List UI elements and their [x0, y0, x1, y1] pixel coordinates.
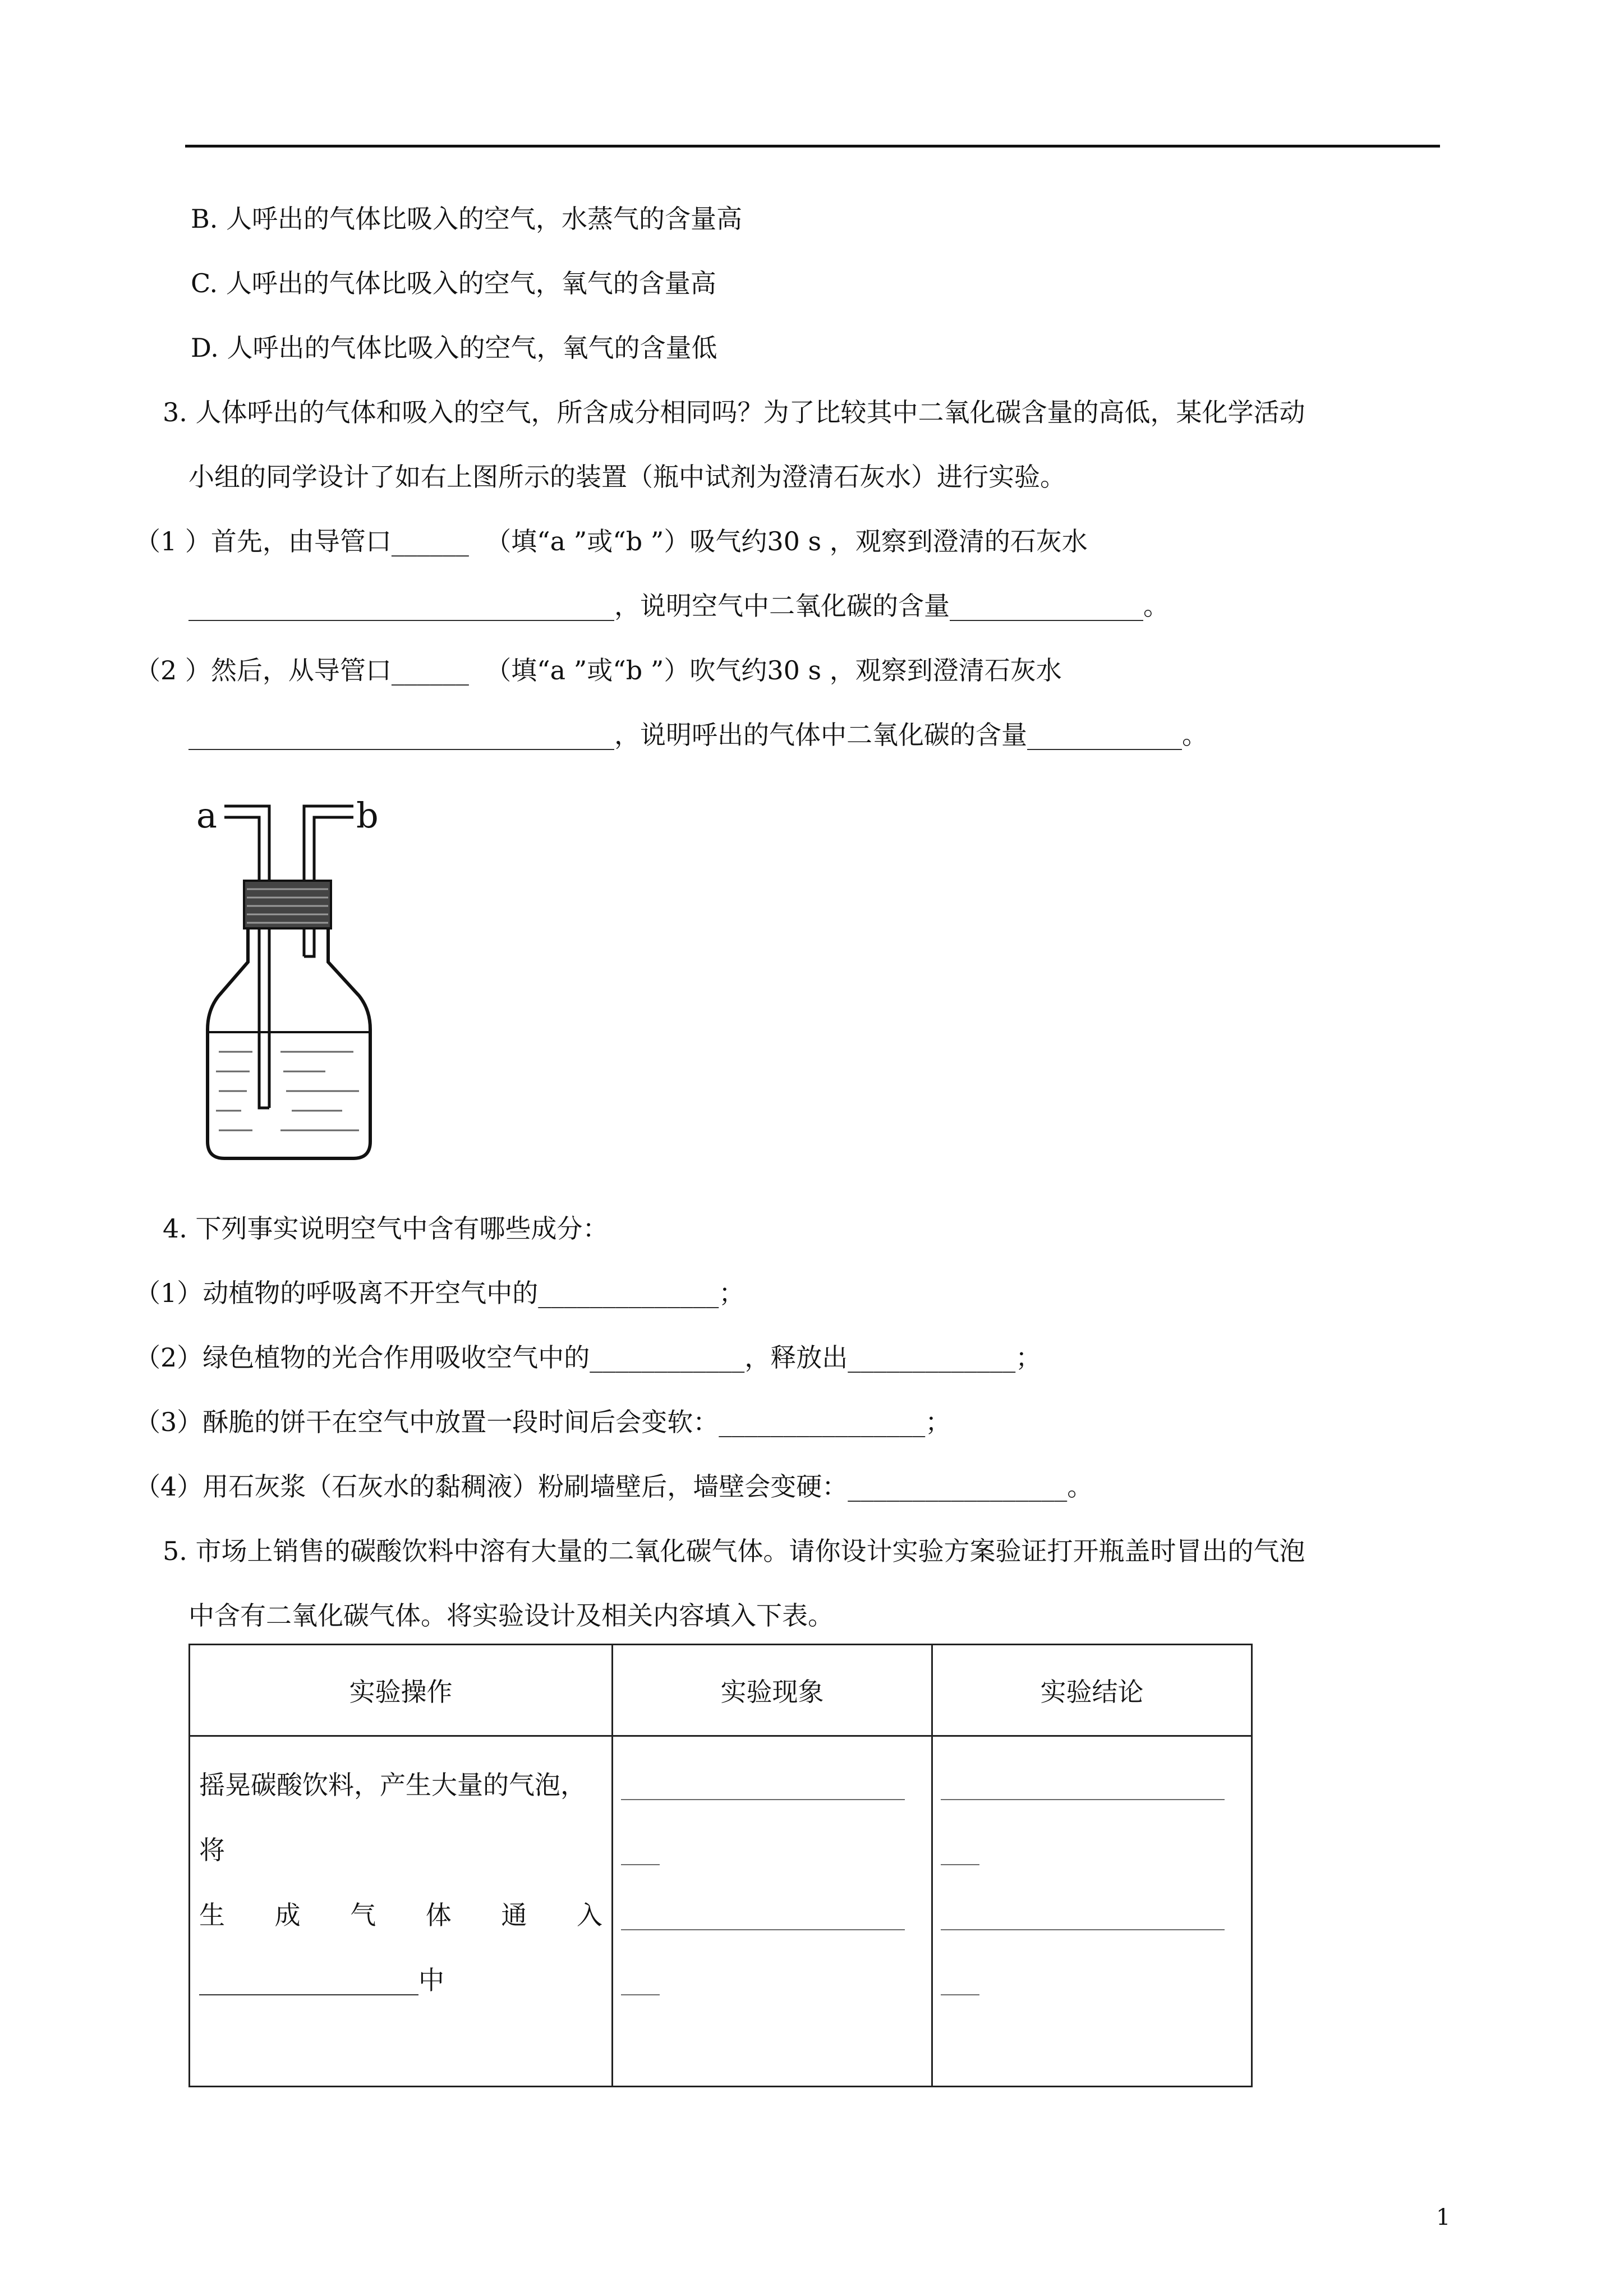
rubber-stopper — [244, 881, 331, 928]
tube-label-b: b — [356, 795, 379, 836]
question-5-line-2: 中含有二氧化碳气体。将实验设计及相关内容填入下表。 — [188, 1600, 834, 1631]
table-row — [190, 1736, 1252, 2087]
header-conclusion: 实验结论 — [932, 1645, 1252, 1736]
question-3-part-1-line-1: （1 ）首先，由导管口______ （填“a ”或“b ”）吸气约30 s ，观察到澄清的石灰水 — [135, 526, 1088, 556]
question-4-part-4: （4）用石灰浆（石灰水的黏稠液）粉刷墙壁后，墙壁会变硬：_________________。 — [135, 1471, 1093, 1502]
question-4-part-2: （2）绿色植物的光合作用吸收空气中的____________，释放出_____________； — [135, 1342, 1042, 1373]
phenomenon-blank-4[interactable]: ___ — [621, 1965, 660, 1995]
phenomenon-blank-3[interactable]: ______________________ — [621, 1900, 905, 1930]
tube-label-a: a — [196, 795, 217, 836]
header-rule — [185, 145, 1440, 148]
operation-text-4: _________________中 — [199, 1965, 444, 1995]
conclusion-blank-3[interactable]: ______________________ — [941, 1900, 1225, 1930]
question-4-part-1: （1）动植物的呼吸离不开空气中的______________； — [135, 1278, 745, 1308]
gas-washing-bottle-figure — [185, 783, 393, 1175]
conclusion-cell — [932, 1736, 1252, 2087]
question-3-line-2: 小组的同学设计了如右上图所示的装置（瓶中试剂为澄清石灰水）进行实验。 — [188, 462, 1066, 492]
question-4-part-3: （3）酥脆的饼干在空气中放置一段时间后会变软：________________； — [135, 1407, 951, 1437]
conclusion-blank-4[interactable]: ___ — [941, 1965, 979, 1995]
page-number: 1 — [1436, 2205, 1451, 2230]
question-3-part-2-line-1: （2 ）然后，从导管口______ （填“a ”或“b ”）吹气约30 s ，观察到澄清石灰水 — [135, 655, 1062, 685]
phenomenon-blank-1[interactable]: ______________________ — [621, 1770, 905, 1800]
question-5-line-1: 5. 市场上销售的碳酸饮料中溶有大量的二氧化碳气体。请你设计实验方案验证打开瓶盖时冒出的气泡 — [163, 1536, 1305, 1566]
option-c: C. 人呼出的气体比吸入的空气，氧气的含量高 — [191, 268, 716, 298]
operation-text-3: 生 成 气 体 通 入 — [199, 1900, 602, 1930]
conclusion-blank-1[interactable]: ______________________ — [941, 1770, 1225, 1800]
question-3-part-1-line-2: _________________________________，说明空气中二氧化碳的含量_______________。 — [188, 591, 1169, 621]
phenomenon-cell — [613, 1736, 932, 2087]
question-4-stem: 4. 下列事实说明空气中含有哪些成分： — [163, 1213, 609, 1244]
table-header-row — [190, 1645, 1252, 1736]
question-3-part-2-line-2: _________________________________，说明呼出的气体中二氧化碳的含量____________。 — [188, 720, 1208, 750]
operation-text-2: 将 — [199, 1835, 225, 1865]
phenomenon-blank-2[interactable]: ___ — [621, 1835, 660, 1865]
conclusion-blank-2[interactable]: ___ — [941, 1835, 979, 1865]
experiment-table — [188, 1644, 1253, 2087]
question-3-line-1: 3. 人体呼出的气体和吸入的空气，所含成分相同吗？为了比较其中二氧化碳含量的高低，某化学活动 — [163, 397, 1305, 427]
operation-blank[interactable]: _________________ — [199, 1965, 418, 1995]
header-phenomenon: 实验现象 — [613, 1645, 932, 1736]
header-operation: 实验操作 — [190, 1645, 613, 1736]
operation-text-1: 摇晃碳酸饮料，产生大量的气泡， — [199, 1770, 586, 1800]
bottle-body — [208, 928, 370, 1158]
limewater-liquid — [216, 1052, 359, 1130]
option-d: D. 人呼出的气体比吸入的空气，氧气的含量低 — [191, 333, 717, 363]
operation-cell — [190, 1736, 613, 2087]
option-b: B. 人呼出的气体比吸入的空气，水蒸气的含量高 — [191, 204, 743, 234]
